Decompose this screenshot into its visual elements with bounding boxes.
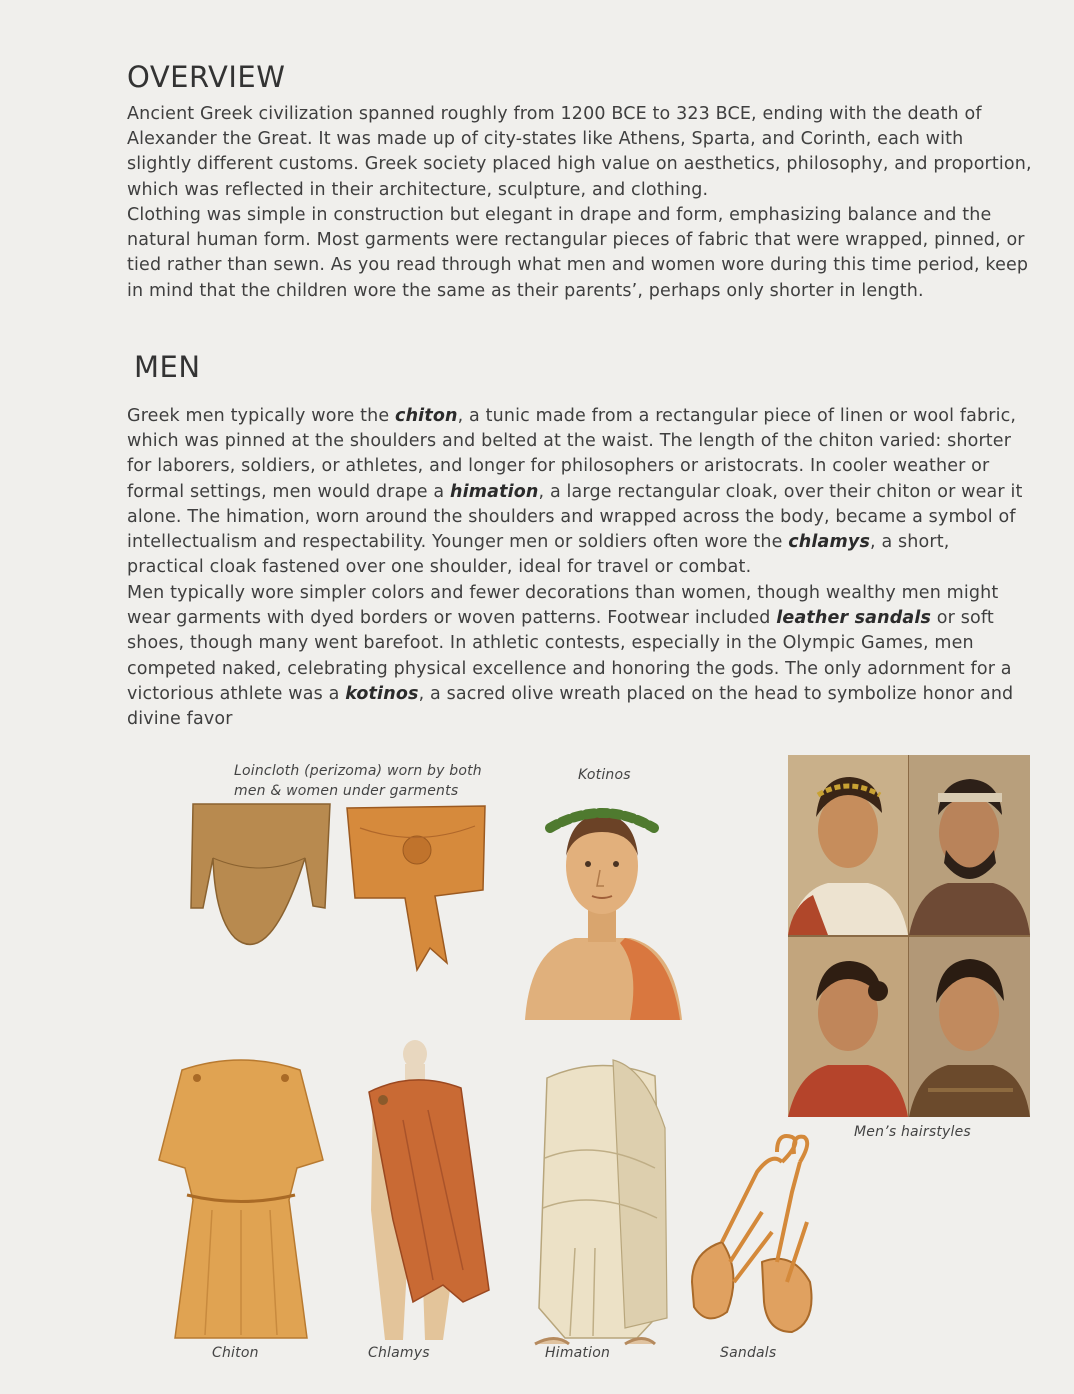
- hairstyles-caption: Men’s hairstyles: [854, 1124, 971, 1140]
- himation-illustration: [525, 1048, 675, 1348]
- men-paragraph-2: [127, 581, 1032, 732]
- chiton-illustration: [157, 1050, 325, 1340]
- term-himation: himation: [449, 481, 539, 502]
- sandals-caption: Sandals: [720, 1345, 777, 1361]
- chiton-caption: Chiton: [212, 1345, 259, 1361]
- text-segment: Greek men typically wore the: [127, 406, 396, 426]
- text-segment: , a tunic made from a rectangular piece of linen or wool fabric, which was pinned at the shoulders and belted at the waist. The length of the chiton varied: shorter for laborers, soldiers, or athletes, and longer for philosophers or aristocrats. In cooler weather or formal settings, men would drape a: [127, 406, 1017, 502]
- text-segment: , a short, practical cloak fastened over one shoulder, ideal for travel or combat.: [127, 532, 950, 578]
- text-segment: Men typically wore simpler colors and fewer decorations than women, though wealthy men might wear garments with dyed borders or woven patterns. Footwear included: [127, 583, 999, 629]
- mens-hairstyles-portraits: [788, 755, 1030, 1117]
- loincloth-illustration: [185, 798, 495, 978]
- overview-paragraph-2: Clothing was simple in construction but elegant in drape and form, emphasizing balance and the natural human form. Most garments were rectangular pieces of fabric that were wrapped, pinned, or tied rather than sewn. As you read through what men and women wore during this time period, keep in mind that the children wore the same as their parents’, perhaps only shorter in length.: [127, 205, 1029, 301]
- overview-heading: OVERVIEW: [127, 60, 286, 94]
- men-heading: MEN: [134, 350, 201, 384]
- chlamys-illustration: [343, 1040, 491, 1340]
- term-leather-sandals: leather sandals: [776, 608, 932, 629]
- text-segment: , a large rectangular cloak, over their chiton or wear it alone. The himation, worn around the shoulders and wrapped across the body, became a symbol of intellectualism and respectability. Younger men or soldiers often wore the: [127, 481, 1023, 553]
- men-paragraph-1: [127, 404, 1032, 580]
- text-segment: or soft shoes, though many went barefoot. In athletic contests, especially in the Olympic Games, men competed naked, celebrating physical excellence and honoring the gods. The only adornment for a victorious athlete was a: [127, 608, 1012, 704]
- overview-paragraph-1: Ancient Greek civilization spanned roughly from 1200 BCE to 323 BCE, ending with the death of Alexander the Great. It was made up of city-states like Athens, Sparta, and Corinth, each with slightly different customs. Greek society placed high value on aesthetics, philosophy, and proportion, which was reflected in their architecture, sculpture, and clothing.: [127, 104, 1032, 200]
- kotinos-caption: Kotinos: [578, 767, 631, 783]
- term-kotinos: kotinos: [345, 683, 419, 704]
- term-chiton: chiton: [395, 406, 458, 426]
- term-chlamys: chlamys: [788, 532, 871, 553]
- kotinos-bust-illustration: [520, 788, 685, 1020]
- sandals-illustration: [682, 1132, 822, 1337]
- text-segment: , a sacred olive wreath placed on the head to symbolize honor and divine favor: [127, 683, 1014, 730]
- chlamys-caption: Chlamys: [368, 1345, 430, 1361]
- himation-caption: Himation: [545, 1345, 611, 1361]
- loincloth-caption: Loincloth (perizoma) worn by both men & women under garments: [234, 763, 482, 799]
